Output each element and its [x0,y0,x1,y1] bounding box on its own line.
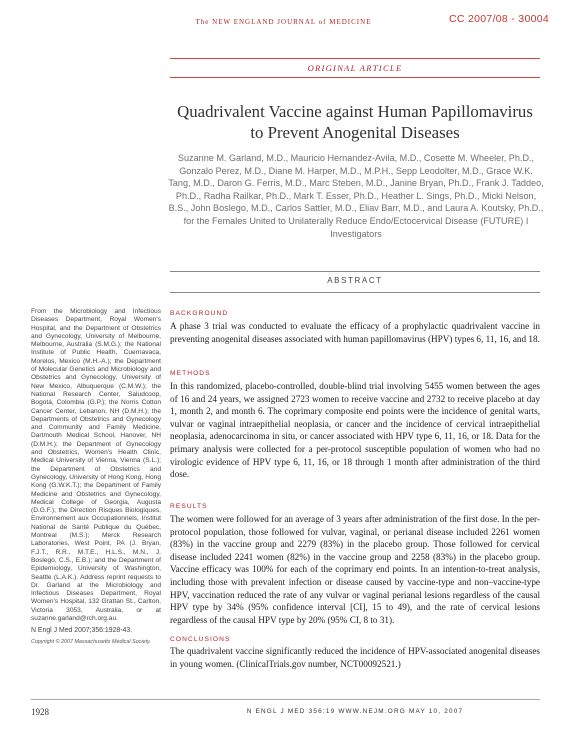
article-title: Quadrivalent Vaccine against Human Papillomavirus to Prevent Anogenital Diseases [177,102,533,142]
abstract-label: ABSTRACT [327,276,383,285]
section-rule-top [170,58,540,59]
author-list: Suzanne M. Garland, M.D., Mauricio Hernandez-Avila, M.D., Cosette M. Wheeler, Ph.D., Gonzalo Perez, M.D., Diane M. Harper, M.D., M.P.H., Sepp Leodolter, M.D., Grace W.K. Tang, M.D., Daron G. Ferris, M.D., Marc Steben, M.D., Janine Bryan, Ph.D., Frank J. Taddeo, Ph.D., Radha Railkar, Ph.D., Mark T. Esser, Ph.D., Heather L. Sings, Ph.D., Micki Nelson, B.S., John Boslego, M.D., Carlos Sattler, M.D., Eliav Barr, M.D., and Laura A. Koutsky, Ph.D., for the Females United to Unilaterally Reduce Endo/Ectocervical Disease (FUTURE) I Investigators [168,153,544,239]
document-stamp: CC 2007/08 - 30004 [449,13,549,25]
section-rule-bottom [170,77,540,78]
citation: N Engl J Med 2007;356:1928-43. [31,627,133,635]
methods-heading: METHODS [170,370,211,377]
results-text: The women were followed for an average of 3 years after administration of the first dose. In the per-protocol population, those followed for vulvar, vaginal, or perianal disease included 2261 women (83%) in the vaccine group and 2279 (83%) in the placebo group. Those followed for cervical disease included 2241 women (82%) in the vaccine group and 2258 (83%) in the placebo group. Vaccine efficacy was 100% for each of the coprimary end points. In an intention-to-treat analysis, including those with prevalent infection or disease caused by vaccine-type and non–vaccine-type HPV, vaccination reduced the rate of any vulvar or vaginal perianal lesions regardless of the causal HPV type by 34% (95% confidence interval [CI], 15 to 49), and the rate of cervical lesions regardless of the causal HPV type by 20% (95% CI, 8 to 31). [170,514,540,625]
section-label: ORIGINAL ARTICLE [307,63,403,73]
affiliations-column [31,308,161,646]
conclusions-text: The quadrivalent vaccine significantly reduced the incidence of HPV-associated anogenital diseases in young women. (ClinicalTrials.gov number, NCT00092521.) [170,646,540,669]
conclusions-heading: CONCLUSIONS [170,636,231,643]
background-text: A phase 3 trial was conducted to evaluate the efficacy of a prophylactic quadrivalent vaccine in preventing anogenital diseases associated with human papillomavirus (HPV) types 6, 11, 16, and 18. [170,321,540,344]
footer-rule [31,699,540,700]
journal-name: The NEW ENGLAND JOURNAL of MEDICINE [195,18,372,26]
footer-journal-info: N ENGL J MED 356;19 WWW.NEJM.ORG MAY 10, 2007 [246,708,464,715]
methods-text: In this randomized, placebo-controlled, double-blind trial involving 5455 women between the ages of 16 and 24 years, we assigned 2723 women to receive vaccine and 2732 to receive placebo at day 1, month 2, and month 6. The coprimary composite end points were the incidence of genital warts, vulvar or vaginal intraepithelial neoplasia, or cancer and the incidence of cervical intraepithelial neoplasia, adenocarcinoma in situ, or cancer associated with HPV type 6, 11, 16, or 18. Data for the primary analysis were collected for a per-protocol susceptible population of women who had no virologic evidence of HPV type 6, 11, 16, or 18 through 1 month after administration of the third dose. [170,381,540,480]
background-heading: BACKGROUND [170,310,229,317]
results-heading: RESULTS [170,503,208,510]
affiliations-text: From the Microbiology and Infectious Diseases Department, Royal Women's Hospital, and the Department of Obstetrics and Gynecology, University of Melbourne, Melbourne, Australia (S.M.G.); the National Institute of Public Health, Cuernavaca, Morelos, Mexico (M.H.-A.); the Department of Molecular Genetics and Microbiology and Obstetrics and Gynecology, University of New Mexico, Albuquerque (C.M.W.); the National Research Center, Saludcoop, Bogotá, Colombia (G.P.); the Norris Cotton Cancer Center, Lebanon, NH (D.M.H.); the Departments of Obstetrics and Gynecology and Community and Family Medicine, Dartmouth Medical School, Hanover, NH (D.M.H.); the Department of Gynecology and Obstetrics, Women's Health Clinic, Medical University of Vienna, Vienna (S.L.); the Department of Obstetrics and Gynecology, University of Hong Kong, Hong Kong (G.W.K.T.); the Department of Family Medicine and Obstetrics and Gynecology, Medical College of Georgia, Augusta (D.G.F.); the Direction Risques Biologiques, Environnement aux Occupationnels, Institut National de Santé Publique du Québec, Montreal (M.S.); Merck Research Laboratories, West Point, PA (J. Bryan, F.J.T., R.R., M.T.E., H.L.S., M.N., J. Boslego, C.S., E.B.); and the Department of Epidemiology, University of Washington, Seattle (L.A.K.). Address reprint requests to Dr. Garland at the Microbiology and Infectious Diseases Department, Royal Women's Hospital, 132 Grattan St., Carlton, Victoria 3053, Australia, or at suzanne.garland@rch.org.au. [31,308,161,622]
page-number: 1928 [31,707,49,717]
copyright: Copyright © 2007 Massachusetts Medical Society. [31,638,151,645]
